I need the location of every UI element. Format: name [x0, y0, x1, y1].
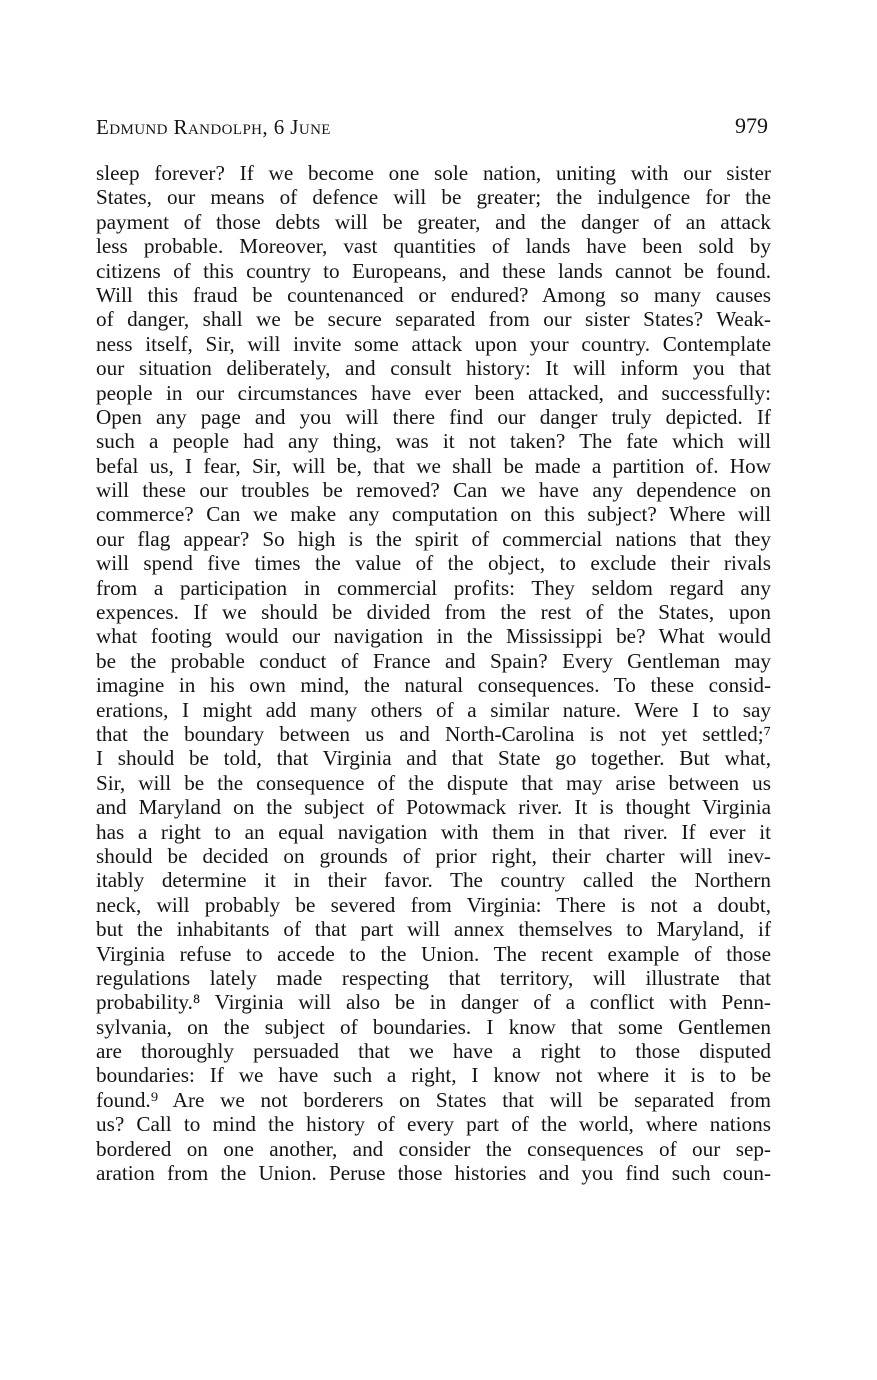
- text-line: us? Call to mind the history of every part of the world, where nations: [96, 1112, 771, 1137]
- text-line: from a participation in commercial profits: They seldom regard any: [96, 575, 771, 600]
- text-line: found.⁹ Are we not borderers on States that will be separated from: [96, 1087, 771, 1112]
- text-line: such a people had any thing, was it not taken? The fate which will: [96, 429, 771, 454]
- text-line: befal us, I fear, Sir, will be, that we shall be made a partition of. How: [96, 453, 771, 478]
- text-line: payment of those debts will be greater, and the danger of an attack: [96, 209, 771, 234]
- text-line: and Maryland on the subject of Potowmack river. It is thought Virginia: [96, 795, 771, 820]
- running-head: [96, 111, 768, 145]
- text-line: Will this fraud be countenanced or endured? Among so many causes: [96, 282, 771, 307]
- text-line: what footing would our navigation in the Mississippi be? What would: [96, 624, 771, 649]
- text-line: less probable. Moreover, vast quantities of lands have been sold by: [96, 234, 771, 259]
- text-line: sylvania, on the subject of boundaries. I know that some Gentlemen: [96, 1014, 771, 1039]
- text-line: our situation deliberately, and consult history: It will inform you that: [96, 356, 771, 381]
- text-line: people in our circumstances have ever been attacked, and successfully:: [96, 380, 771, 405]
- text-line: has a right to an equal navigation with them in that river. If ever it: [96, 819, 771, 844]
- text-line: erations, I might add many others of a similar nature. Were I to say: [96, 697, 771, 722]
- text-line: commerce? Can we make any computation on this subject? Where will: [96, 502, 771, 527]
- text-line: boundaries: If we have such a right, I know not where it is to be: [96, 1063, 771, 1088]
- text-line: bordered on one another, and consider the consequences of our sep-: [96, 1136, 771, 1161]
- page-number: 979: [735, 113, 768, 138]
- text-line: but the inhabitants of that part will annex themselves to Maryland, if: [96, 917, 771, 942]
- text-line: aration from the Union. Peruse those histories and you find such coun-: [96, 1161, 771, 1186]
- text-line: imagine in his own mind, the natural consequences. To these consid-: [96, 673, 771, 698]
- text-line: will spend five times the value of the object, to exclude their rivals: [96, 551, 771, 576]
- text-line: itably determine it in their favor. The country called the Northern: [96, 868, 771, 893]
- text-line: of danger, shall we be secure separated from our sister States? Weak-: [96, 307, 771, 332]
- text-line: will these our troubles be removed? Can we have any dependence on: [96, 478, 771, 503]
- text-line: should be decided on grounds of prior right, their charter will inev-: [96, 843, 771, 868]
- text-line: ness itself, Sir, will invite some attack upon your country. Contemplate: [96, 331, 771, 356]
- body-text: [96, 161, 771, 1185]
- text-line: probability.⁸ Virginia will also be in danger of a conflict with Penn-: [96, 990, 771, 1015]
- running-title: Edmund Randolph, 6 June: [96, 115, 331, 139]
- text-line: States, our means of defence will be greater; the indulgence for the: [96, 185, 771, 210]
- text-line: I should be told, that Virginia and that State go together. But what,: [96, 746, 771, 771]
- text-line: that the boundary between us and North-Carolina is not yet settled;⁷: [96, 721, 771, 746]
- text-line: sleep forever? If we become one sole nation, uniting with our sister: [96, 161, 771, 185]
- text-line: are thoroughly persuaded that we have a right to those disputed: [96, 1039, 771, 1064]
- text-line: citizens of this country to Europeans, and these lands cannot be found.: [96, 258, 771, 283]
- text-line: be the probable conduct of France and Spain? Every Gentleman may: [96, 648, 771, 673]
- text-line: regulations lately made respecting that territory, will illustrate that: [96, 965, 771, 990]
- text-line: Sir, will be the consequence of the dispute that may arise between us: [96, 770, 771, 795]
- text-line: expences. If we should be divided from the rest of the States, upon: [96, 600, 771, 625]
- text-line: Open any page and you will there find our danger truly depicted. If: [96, 404, 771, 429]
- text-line: our flag appear? So high is the spirit of commercial nations that they: [96, 526, 771, 551]
- text-line: neck, will probably be severed from Virginia: There is not a doubt,: [96, 892, 771, 917]
- text-line: Virginia refuse to accede to the Union. The recent example of those: [96, 941, 771, 966]
